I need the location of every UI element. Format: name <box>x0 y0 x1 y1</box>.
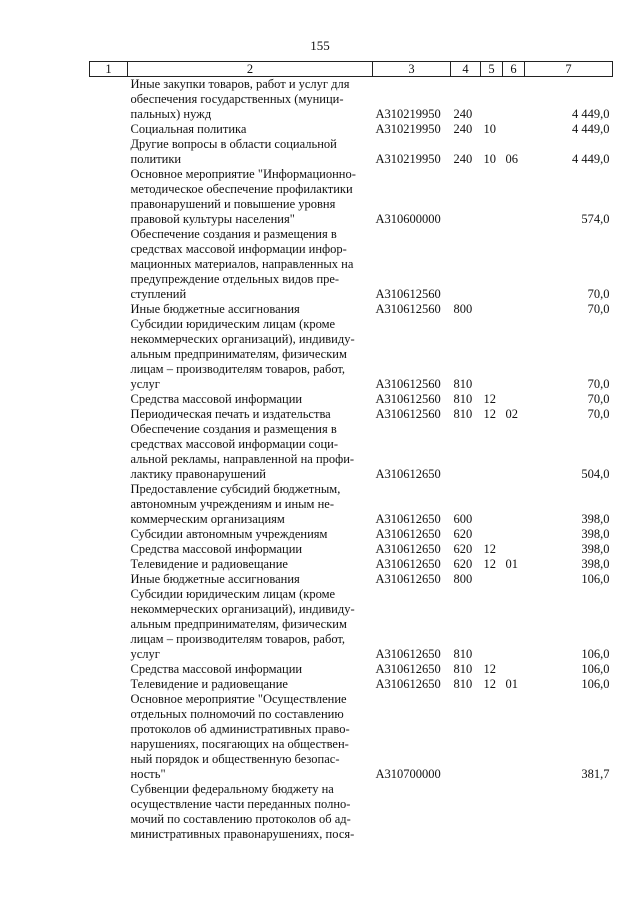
section-cell <box>481 227 503 302</box>
table-row <box>90 407 613 422</box>
row-number-cell <box>90 227 128 302</box>
target-code-cell: А310612650 <box>375 467 441 481</box>
expense-type-cell: 800 <box>453 572 473 586</box>
row-number-cell <box>90 527 128 542</box>
row-number-cell <box>90 572 128 587</box>
target-code-cell: А310612650 <box>375 512 441 526</box>
subsection-cell <box>503 122 525 137</box>
amount-cell: 574,0 <box>581 212 610 226</box>
amount-cell: 70,0 <box>587 302 610 316</box>
target-code-cell: А310612650 <box>375 647 441 661</box>
subsection-cell <box>503 77 525 123</box>
expense-type-cell <box>451 692 481 782</box>
subsection-cell <box>503 392 525 407</box>
row-name-cell: Субсидии автономным учреждениям <box>130 527 328 541</box>
expense-type-cell: 620 <box>453 557 473 571</box>
row-number-cell <box>90 782 128 842</box>
amount-cell: 4 449,0 <box>572 107 610 121</box>
amount-cell: 106,0 <box>581 647 610 661</box>
target-code-cell: А310612650 <box>375 677 441 691</box>
amount-cell: 106,0 <box>581 572 610 586</box>
expense-type-cell: 240 <box>453 107 473 121</box>
target-code-cell: А310612560 <box>375 392 441 406</box>
subsection-cell: 02 <box>505 407 518 421</box>
row-number-cell <box>90 677 128 692</box>
row-number-cell <box>90 557 128 572</box>
table-row <box>90 422 613 482</box>
expense-type-cell: 240 <box>453 152 473 166</box>
table-row <box>90 77 613 123</box>
amount-cell <box>525 782 613 842</box>
subsection-cell <box>503 422 525 482</box>
expense-type-cell: 620 <box>453 542 473 556</box>
subsection-cell: 01 <box>505 677 518 691</box>
table-row <box>90 227 613 302</box>
expense-type-cell: 800 <box>453 302 473 316</box>
row-name-cell: Средства массовой информации <box>130 542 303 556</box>
row-number-cell <box>90 77 128 123</box>
section-cell: 12 <box>483 392 496 406</box>
row-name-cell: Обеспечение создания и размещения в средствах массовой информации соци- альной рекламы, направленной на профи- лактику правонарушений <box>130 422 355 481</box>
section-cell <box>481 302 503 317</box>
section-cell <box>481 782 503 842</box>
row-name-cell: Иные бюджетные ассигнования <box>130 572 300 586</box>
row-number-cell <box>90 662 128 677</box>
row-name-cell: Предоставление субсидий бюджетным, автономным учреждениям и иным не- коммерческим организациям <box>130 482 341 526</box>
table-row <box>90 482 613 527</box>
section-cell: 10 <box>483 152 496 166</box>
expense-type-cell: 600 <box>453 512 473 526</box>
expense-type-cell: 620 <box>453 527 473 541</box>
row-name-cell: Основное мероприятие "Информационно- методическое обеспечение профилактики правонарушений и повышение уровня правовой культуры населения" <box>130 167 356 226</box>
row-name-cell: Средства массовой информации <box>130 662 303 676</box>
section-cell <box>481 77 503 123</box>
table-body <box>90 77 613 843</box>
budget-table <box>89 61 613 842</box>
target-code-cell: А310612650 <box>375 542 441 556</box>
target-code-cell: А310219950 <box>375 107 441 121</box>
column-number-row <box>90 62 613 77</box>
subsection-cell: 06 <box>505 152 518 166</box>
subsection-cell <box>503 587 525 662</box>
column-header: 7 <box>525 62 613 77</box>
subsection-cell <box>503 692 525 782</box>
table-row <box>90 557 613 572</box>
section-cell: 12 <box>483 542 496 556</box>
row-name-cell: Основное мероприятие "Осуществление отдельных полномочий по составлению протоколов об административных право- нарушениях, посягающих на обществен- ный порядок и общественную безопас- ность" <box>130 692 350 781</box>
expense-type-cell <box>451 782 481 842</box>
row-number-cell <box>90 392 128 407</box>
column-header: 6 <box>503 62 525 77</box>
section-cell <box>481 317 503 392</box>
section-cell: 12 <box>483 662 496 676</box>
target-code-cell <box>373 782 451 842</box>
section-cell <box>481 167 503 227</box>
row-number-cell <box>90 122 128 137</box>
amount-cell: 398,0 <box>581 542 610 556</box>
row-number-cell <box>90 317 128 392</box>
amount-cell: 4 449,0 <box>572 152 610 166</box>
row-number-cell <box>90 542 128 557</box>
target-code-cell: А310219950 <box>375 122 441 136</box>
expense-type-cell: 810 <box>453 407 473 421</box>
amount-cell: 504,0 <box>581 467 610 481</box>
column-header: 2 <box>128 62 373 77</box>
section-cell <box>481 572 503 587</box>
row-number-cell <box>90 587 128 662</box>
column-header: 4 <box>451 62 481 77</box>
expense-type-cell <box>451 167 481 227</box>
target-code-cell: А310612650 <box>375 557 441 571</box>
row-name-cell: Средства массовой информации <box>130 392 303 406</box>
column-header: 5 <box>481 62 503 77</box>
subsection-cell <box>503 302 525 317</box>
amount-cell: 70,0 <box>587 407 610 421</box>
amount-cell: 381,7 <box>581 767 610 781</box>
amount-cell: 4 449,0 <box>572 122 610 136</box>
row-number-cell <box>90 137 128 167</box>
section-cell <box>481 527 503 542</box>
target-code-cell: А310612650 <box>375 572 441 586</box>
table-row <box>90 527 613 542</box>
amount-cell: 398,0 <box>581 527 610 541</box>
column-header: 1 <box>90 62 128 77</box>
expense-type-cell: 810 <box>453 377 473 391</box>
section-cell <box>481 587 503 662</box>
row-name-cell: Субсидии юридическим лицам (кроме некоммерческих организаций), индивиду- альным предпринимателям, физическим лицам – производителям товаров, работ, услуг <box>130 317 355 391</box>
subsection-cell <box>503 662 525 677</box>
target-code-cell: А310612560 <box>375 407 441 421</box>
target-code-cell: А310612650 <box>375 662 441 676</box>
subsection-cell <box>503 542 525 557</box>
amount-cell: 106,0 <box>581 677 610 691</box>
table-row <box>90 302 613 317</box>
expense-type-cell: 810 <box>453 677 473 691</box>
expense-type-cell: 810 <box>453 662 473 676</box>
table-row <box>90 662 613 677</box>
target-code-cell: А310612560 <box>375 287 441 301</box>
page-number: 155 <box>310 38 330 53</box>
table-row <box>90 392 613 407</box>
column-header: 3 <box>373 62 451 77</box>
section-cell <box>481 482 503 527</box>
target-code-cell: А310600000 <box>375 212 441 226</box>
amount-cell: 398,0 <box>581 512 610 526</box>
row-name-cell: Иные закупки товаров, работ и услуг для обеспечения государственных (муници- пальных) нужд <box>130 77 350 121</box>
row-number-cell <box>90 422 128 482</box>
row-number-cell <box>90 692 128 782</box>
subsection-cell <box>503 782 525 842</box>
subsection-cell <box>503 227 525 302</box>
table-row <box>90 167 613 227</box>
target-code-cell: А310612560 <box>375 302 441 316</box>
row-name-cell: Субсидии юридическим лицам (кроме некоммерческих организаций), индивиду- альным предпринимателям, физическим лицам – производителям товаров, работ, услуг <box>130 587 355 661</box>
table-row <box>90 782 613 842</box>
table-row <box>90 572 613 587</box>
section-cell <box>481 692 503 782</box>
expense-type-cell: 810 <box>453 647 473 661</box>
row-name-cell: Телевидение и радиовещание <box>130 677 288 691</box>
row-number-cell <box>90 302 128 317</box>
table-row <box>90 587 613 662</box>
row-number-cell <box>90 407 128 422</box>
table-row <box>90 137 613 167</box>
subsection-cell <box>503 317 525 392</box>
subsection-cell <box>503 527 525 542</box>
target-code-cell: А310612650 <box>375 527 441 541</box>
table-row <box>90 317 613 392</box>
expense-type-cell: 810 <box>453 392 473 406</box>
expense-type-cell <box>451 227 481 302</box>
section-cell: 12 <box>483 407 496 421</box>
section-cell: 12 <box>483 557 496 571</box>
amount-cell: 70,0 <box>587 392 610 406</box>
row-number-cell <box>90 167 128 227</box>
subsection-cell: 01 <box>505 557 518 571</box>
row-name-cell: Телевидение и радиовещание <box>130 557 288 571</box>
section-cell: 10 <box>483 122 496 136</box>
subsection-cell <box>503 572 525 587</box>
table-row <box>90 122 613 137</box>
amount-cell: 70,0 <box>587 287 610 301</box>
row-name-cell: Обеспечение создания и размещения в средствах массовой информации инфор- мационных материалов, направленных на предупреждение отдельных видов пре- ступлений <box>130 227 354 301</box>
amount-cell: 398,0 <box>581 557 610 571</box>
table-row <box>90 692 613 782</box>
row-name-cell: Социальная политика <box>130 122 247 136</box>
expense-type-cell: 240 <box>453 122 473 136</box>
subsection-cell <box>503 482 525 527</box>
target-code-cell: А310612560 <box>375 377 441 391</box>
row-name-cell: Иные бюджетные ассигнования <box>130 302 300 316</box>
section-cell: 12 <box>483 677 496 691</box>
row-name-cell: Периодическая печать и издательства <box>130 407 331 421</box>
expense-type-cell <box>451 422 481 482</box>
target-code-cell: А310700000 <box>375 767 441 781</box>
row-number-cell <box>90 482 128 527</box>
target-code-cell: А310219950 <box>375 152 441 166</box>
section-cell <box>481 422 503 482</box>
row-name-cell: Субвенции федеральному бюджету на осуществление части переданных полно- мочий по составлению протоколов об ад- министративных правонарушениях, пося- <box>130 782 355 841</box>
subsection-cell <box>503 167 525 227</box>
amount-cell: 70,0 <box>587 377 610 391</box>
table-row <box>90 677 613 692</box>
amount-cell: 106,0 <box>581 662 610 676</box>
table-row <box>90 542 613 557</box>
row-name-cell: Другие вопросы в области социальной политики <box>130 137 337 166</box>
